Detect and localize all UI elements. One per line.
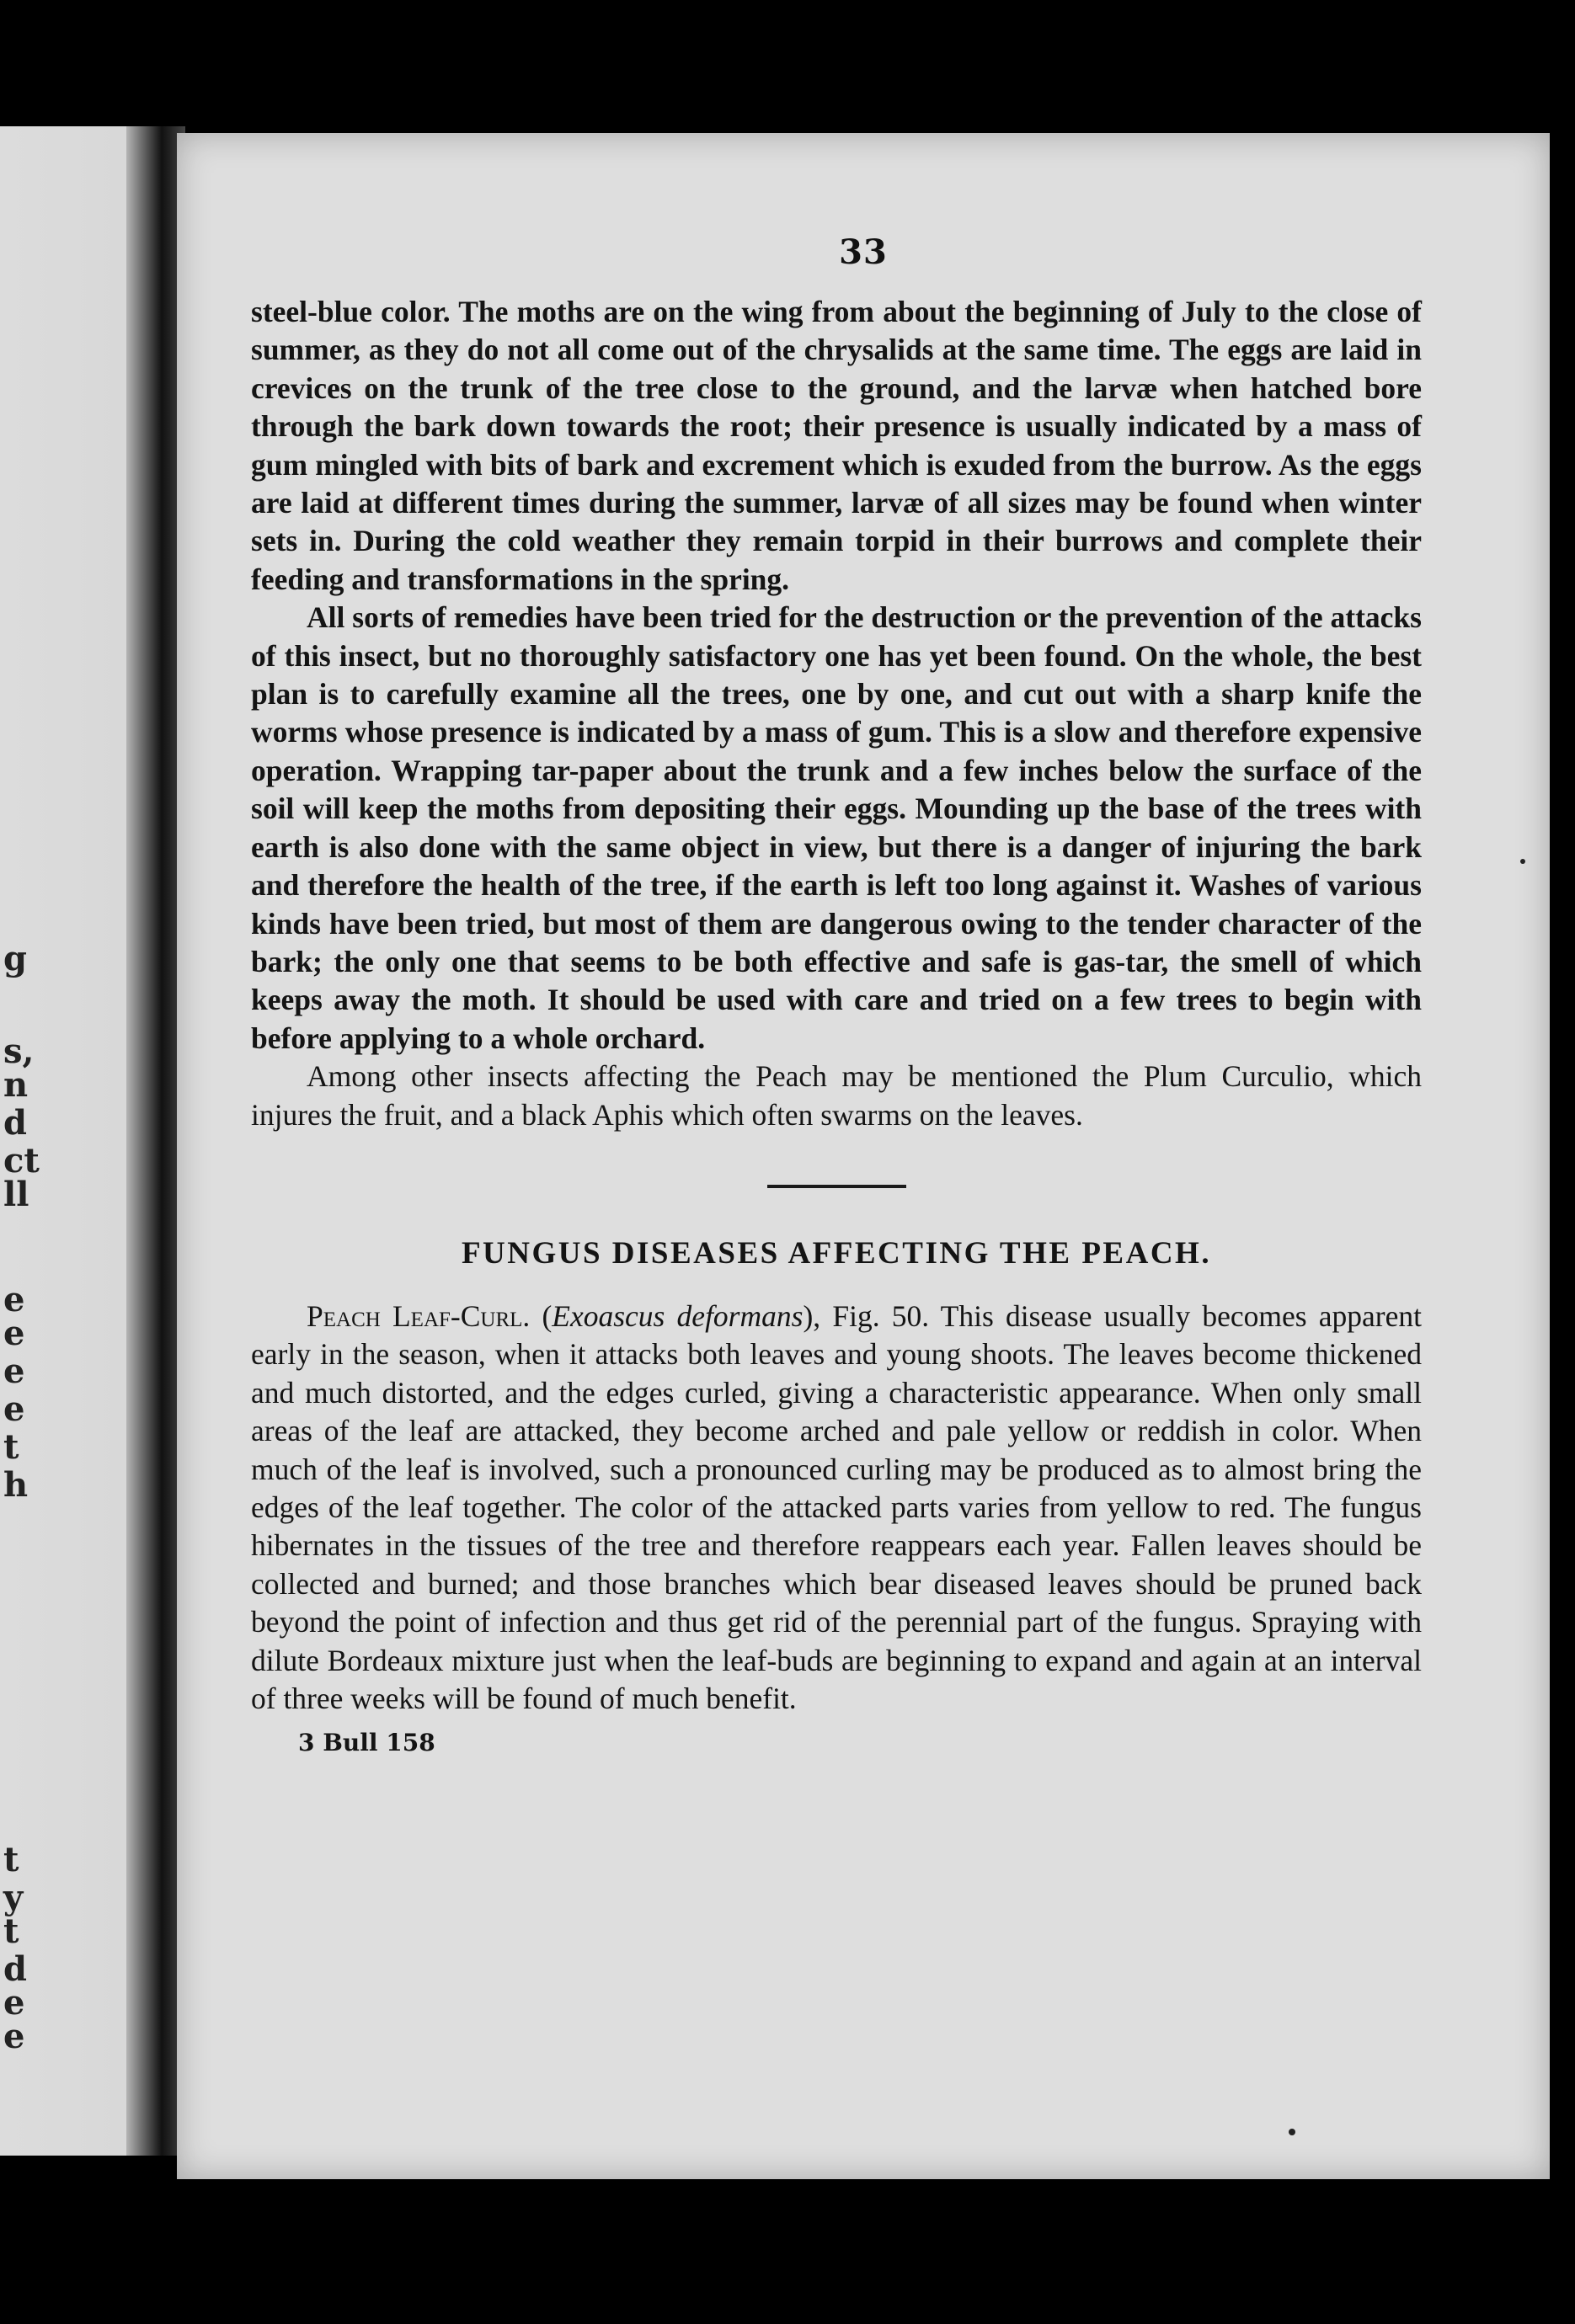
scan-speck [1289,2129,1295,2135]
paragraph-moths: steel-blue color. The moths are on the wing from about the beginning of July to the close of summer, as they do not all come out of the chrysalids at the same time. The eggs are laid in crevices on the trunk of the tree close to the ground, and the larvæ when hatched bore through the bark down towards the root; their presence is usually indicated by a mass of gum mingled with bits of bark and excrement which is exuded from the burrow. As the eggs are laid at different times during the summer, larvæ of all sizes may be found when winter sets in. During the cold weather they remain torpid in their burrows and complete their feeding and transformations in the spring. [251,295,1422,596]
left-page-fragment: e [3,1314,25,1353]
left-page-fragment: h [3,1465,29,1505]
open-paren: ( [542,1298,553,1333]
paragraph-leaf-curl [251,1298,1422,1718]
left-page-fragment: n [3,1065,29,1105]
section-divider [767,1185,906,1188]
left-page-fragment: y [3,1878,24,1917]
left-page-fragment: e [3,1280,25,1319]
left-page-fragment: t [3,1427,19,1467]
left-page-fragment: d [3,1103,27,1143]
left-page-fragment: e [3,1983,25,2023]
scan-speck [1520,859,1525,864]
left-page-fragment: e [3,1351,25,1391]
left-page-fragment: g [3,939,27,978]
left-page-fragment: e [3,1389,25,1429]
paragraph-other-insects: Among other insects affecting the Peach may be mentioned the Plum Curculio, which injures the fruit, and a black Aphis which often swarms on the leaves. [251,1059,1422,1132]
left-page-fragment: t [3,1840,19,1879]
signature-mark: 3 Bull 158 [298,1729,435,1757]
close-paren: ), [803,1298,821,1333]
left-page-fragment: s, [3,1031,35,1071]
body-text [251,293,1422,1760]
leaf-curl-body: Fig. 50. This disease usually becomes apparent early in the season, when it attacks both leaves and young shoots. The leaves become thickened and much distorted, and the edges curled, giving a characteristic appearance. When only small areas of the leaf are attacked, they become arched and pale yellow or reddish in color. When much of the leaf is involved, such a pronounced curling may be produced as to almost bring the edges of the leaf together. The color of the attacked parts varies from yellow to red. The fungus hibernates in the tissues of the tree and therefore reappears each year. Fallen leaves should be collected and burned; and those branches which bear diseased leaves should be pruned back beyond the point of infection and thus get rid of the perennial part of the fungus. Spraying with dilute Bordeaux mixture just when the leaf-buds are beginning to expand and again at an interval of three weeks will be found of much benefit. [251,1298,1422,1715]
left-page-fragment: d [3,1949,27,1989]
page [177,133,1550,2179]
scientific-name: Exoascus deformans [552,1298,804,1333]
left-page-fragment: t [3,1911,19,1951]
left-page-fragment: ll [3,1175,29,1214]
paragraph-remedies: All sorts of remedies have been tried for the destruction or the prevention of the attacks of this insect, but no thoroughly satisfactory one has yet been found. On the whole, the best plan is to carefully examine all the trees, one by one, and cut out with a sharp knife the worms whose presence is indicated by a mass of gum. This is a slow and therefore expensive operation. Wrapping tar-paper about the trunk and a few inches below the surface of the soil will keep the moths from depositing their eggs. Mounding up the base of the trees with earth is also done with the same object in view, but there is a danger of injuring the bark and therefore the health of the tree, if the earth is left too long against it. Washes of various kinds have been tried, but most of them are dangerous owing to the tender character of the bark; the only one that seems to be both effective and safe is gas-tar, the smell of which keeps away the moth. It should be used with care and tried on a few trees to begin with before applying to a whole orchard. [251,600,1422,1055]
left-page-fragment: ct [3,1141,40,1181]
left-page-fragment: e [3,2017,25,2056]
leaf-curl-title: Peach Leaf-Curl. [307,1298,531,1333]
section-heading: FUNGUS DISEASES AFFECTING THE PEACH. [461,1235,1212,1271]
page-number: 33 [839,232,888,272]
left-page-text-fragments [0,126,40,2156]
